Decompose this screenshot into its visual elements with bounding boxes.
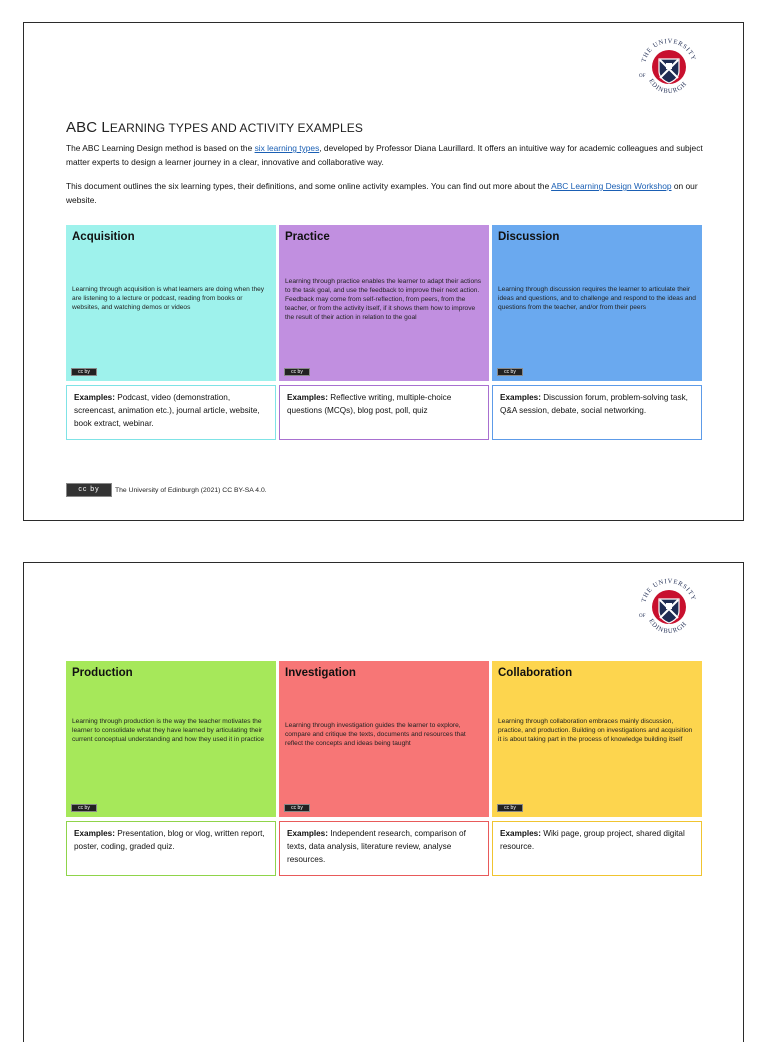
card-title: Collaboration	[498, 667, 573, 679]
examples-investigation: Examples: Independent research, comparison of texts, data analysis, literature review, analyse resources.	[279, 821, 489, 876]
examples-discussion: Examples: Discussion forum, problem-solving task, Q&A session, debate, social networking.	[492, 385, 702, 440]
cc-license-icon: cc by	[284, 804, 310, 812]
svg-text:THE UNIVERSITY: THE UNIVERSITY	[640, 577, 698, 604]
card-discussion	[492, 225, 702, 381]
six-learning-types-link[interactable]: six learning types	[254, 143, 320, 153]
intro-paragraph: The ABC Learning Design method is based on the six learning types, developed by Professor Diana Laurillard. It offers an intuitive way for academic colleagues and subject matter experts to design a learner journey in a clear, innovative and collaborative way.	[66, 143, 703, 167]
svg-text:OF: OF	[639, 74, 646, 79]
card-title: Practice	[285, 231, 330, 243]
cc-license-icon: cc by	[71, 804, 97, 812]
university-of-edinburgh-logo	[635, 573, 703, 641]
examples-practice: Examples: Reflective writing, multiple-choice questions (MCQs), blog post, poll, quiz	[279, 385, 489, 440]
card-production	[66, 661, 276, 817]
card-description: Learning through acquisition is what learners are doing when they are listening to a lecture or podcast, reading from books or websites, and watching demos or videos	[72, 286, 265, 311]
outline-paragraph: This document outlines the six learning types, their definitions, and some online activity examples. You can find out more about the ABC Learning Design Workshop on our website.	[66, 181, 698, 205]
license-footer	[66, 483, 267, 497]
card-title: Discussion	[498, 231, 560, 243]
license-text: The University of Edinburgh (2021) CC BY-SA 4.0.	[115, 486, 267, 494]
svg-text:OF: OF	[639, 614, 646, 619]
svg-text:EDINBURGH: EDINBURGH	[647, 617, 689, 636]
cc-license-icon: cc by	[71, 368, 97, 376]
examples-collaboration: Examples: Wiki page, group project, shared digital resource.	[492, 821, 702, 876]
cc-license-icon: cc by	[497, 804, 523, 812]
examples-acquisition: Examples: Podcast, video (demonstration, screencast, animation etc.), journal article, website, book extract, webinar.	[66, 385, 276, 440]
card-description: Learning through production is the way the teacher motivates the learner to consolidate what they have learned by articulating their current conceptual understanding and how they used it in practice	[72, 718, 265, 743]
abc-workshop-link[interactable]: ABC Learning Design Workshop	[551, 181, 672, 191]
cc-by-sa-icon: cc by	[66, 483, 112, 497]
card-description: Learning through discussion requires the learner to articulate their ideas and questions, and to challenge and respond to the ideas and questions from the teacher, and/or from their peers	[498, 286, 696, 311]
examples-production: Examples: Presentation, blog or vlog, written report, poster, coding, graded quiz.	[66, 821, 276, 876]
document-page-2	[23, 562, 744, 1042]
card-title: Acquisition	[72, 231, 135, 243]
card-title: Production	[72, 667, 133, 679]
document-title: ABC LEARNING TYPES AND ACTIVITY EXAMPLES	[66, 119, 363, 136]
card-investigation	[279, 661, 489, 817]
university-of-edinburgh-logo	[635, 33, 703, 101]
card-description: Learning through investigation guides the learner to explore, compare and critique the texts, documents and resources that reflect the concepts and ideas being taught	[285, 722, 466, 747]
cc-license-icon: cc by	[284, 368, 310, 376]
card-title: Investigation	[285, 667, 356, 679]
svg-text:EDINBURGH: EDINBURGH	[647, 77, 689, 96]
svg-text:THE UNIVERSITY: THE UNIVERSITY	[640, 37, 698, 64]
card-practice	[279, 225, 489, 381]
card-acquisition	[66, 225, 276, 381]
cc-license-icon: cc by	[497, 368, 523, 376]
card-description: Learning through practice enables the learner to adapt their actions to the task goal, and use the feedback to improve their next action. Feedback may come from self-reflection, from peers, from the teacher, or from the activity itself, if it shows them how to improve the result of their action in relation to the goal	[285, 278, 482, 321]
card-description: Learning through collaboration embraces mainly discussion, practice, and production. Building on investigations and acquisition it is about taking part in the process of knowledge building itself	[498, 718, 693, 743]
card-collaboration	[492, 661, 702, 817]
document-page-1	[23, 22, 744, 521]
